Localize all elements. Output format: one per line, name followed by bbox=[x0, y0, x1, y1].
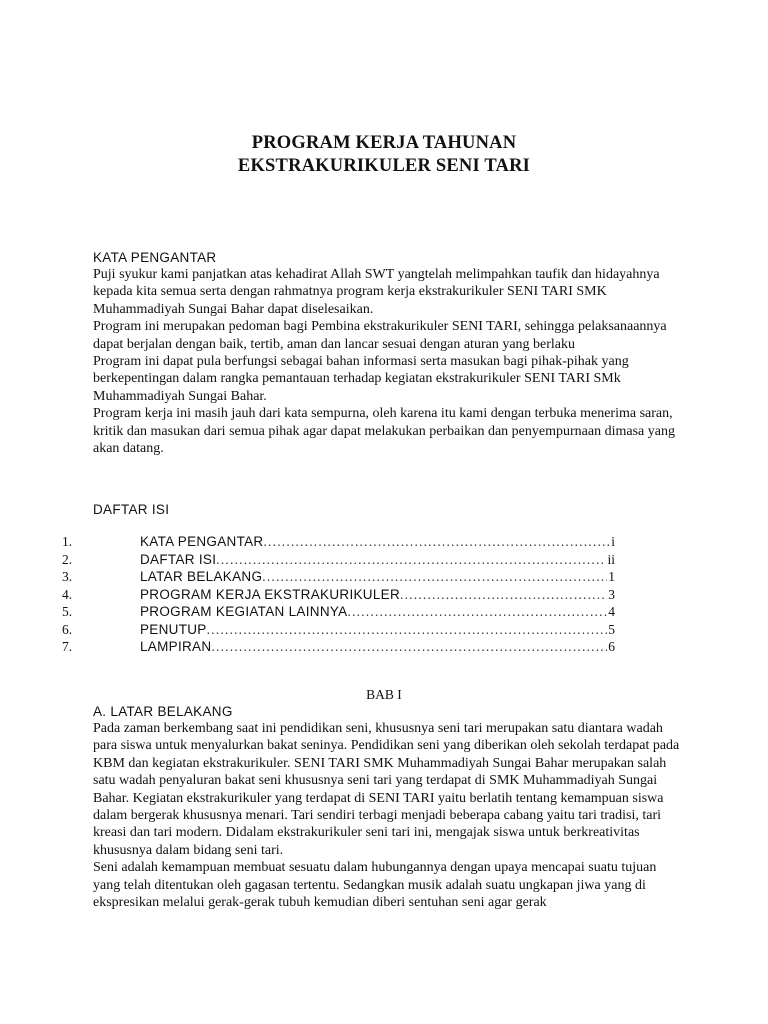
title-line-2: EKSTRAKURIKULER SENI TARI bbox=[237, 156, 531, 176]
toc-number: 1. bbox=[62, 534, 73, 549]
kata-pengantar-paragraph: Program ini dapat pula berfungsi sebagai bahan informasi serta masukan bagi pihak-pihak yang berkepentingan dalam rangka pemantauan terhadap kegiatan ekstrakurikuler SENI TARI SMk Muhammadiyah Sungai Bahar. bbox=[93, 354, 629, 404]
toc-leader bbox=[348, 603, 608, 621]
toc-label: KATA PENGANTAR bbox=[140, 534, 264, 549]
toc-entry bbox=[140, 586, 615, 604]
toc-number: 7. bbox=[62, 639, 73, 654]
kata-pengantar-heading: KATA PENGANTAR bbox=[93, 250, 217, 265]
toc-entry bbox=[140, 551, 615, 569]
toc-row bbox=[0, 638, 768, 656]
toc-leader bbox=[216, 551, 606, 569]
latar-belakang-heading: A. LATAR BELAKANG bbox=[93, 704, 233, 719]
toc-number: 4. bbox=[62, 586, 73, 602]
table-of-contents bbox=[0, 533, 768, 656]
toc-entry bbox=[140, 568, 615, 586]
latar-belakang-body bbox=[93, 720, 683, 911]
kata-pengantar-body bbox=[93, 266, 683, 457]
toc-label: PROGRAM KEGIATAN LAINNYA bbox=[140, 604, 348, 619]
toc-leader bbox=[262, 568, 607, 586]
toc-label: DAFTAR ISI bbox=[140, 551, 217, 567]
toc-page-number: 1 bbox=[608, 569, 615, 584]
toc-entry bbox=[140, 638, 615, 656]
toc-page-number: 3 bbox=[608, 586, 615, 602]
chapter-heading: BAB I bbox=[366, 687, 402, 702]
toc-label: LATAR BELAKANG bbox=[140, 569, 263, 584]
toc-page-number: 6 bbox=[608, 639, 615, 654]
toc-page-number: 5 bbox=[608, 621, 615, 637]
toc-leader bbox=[207, 621, 608, 639]
toc-number: 2. bbox=[62, 551, 73, 567]
toc-number: 5. bbox=[62, 604, 73, 619]
toc-leader bbox=[400, 586, 607, 604]
kata-pengantar-paragraph: Program kerja ini masih jauh dari kata sempurna, oleh karena itu kami dengan terbuka menerima saran, kritik dan masukan dari semua pihak agar dapat melakukan perbaikan dan penyempurnaan dimasa yang akan datang. bbox=[93, 406, 675, 457]
toc-page-number: ii bbox=[607, 551, 615, 567]
kata-pengantar-paragraph: Puji syukur kami panjatkan atas kehadirat Allah SWT yangtelah melimpahkan taufik dan hidayahnya kepada kita semua serta dengan rahmatnya program kerja ekstrakurikuler SENI TARI SMK Muhammadiyah Sungai Bahar dapat diselesaikan. bbox=[93, 267, 660, 317]
toc-page-number: 4 bbox=[608, 604, 615, 619]
title-line-1: PROGRAM KERJA TAHUNAN bbox=[251, 133, 517, 153]
toc-page-number: i bbox=[611, 534, 615, 549]
latar-belakang-paragraph: Pada zaman berkembang saat ini pendidikan seni, khususnya seni tari merupakan satu diantara wadah para siswa untuk menyalurkan bakat seninya. Pendidikan seni yang diberikan oleh sekolah terdapat pada KBM dan kegiatan ekstrakurikuler. SENI TARI SMK Muhammadiyah Sungai Bahar merupakan salah satu wadah penyaluran bakat seni khususnya seni tari yang terdapat di SMK Muhammadiyah Sungai Bahar. Kegiatan ekstrakurikuler yang terdapat di SENI TARI yaitu berlatih tentang kemampuan siswa dalam bergerak khususnya menari. Tari sendiri terbagi menjadi beberapa cabang yaitu tari tradisi, tari kreasi dan tari modern. Didalam ekstrakurikuler seni tari ini, mengajak siswa untuk berkreativitas khususnya dalam bidang seni tari. bbox=[93, 721, 680, 858]
toc-row bbox=[0, 621, 768, 639]
toc-number: 6. bbox=[62, 621, 73, 637]
daftar-isi-heading: DAFTAR ISI bbox=[93, 502, 170, 517]
toc-row bbox=[0, 586, 768, 604]
toc-label: PENUTUP bbox=[140, 621, 207, 637]
kata-pengantar-paragraph: Program ini merupakan pedoman bagi Pembina ekstrakurikuler SENI TARI, sehingga pelaksanaannya dapat berjalan dengan baik, tertib, aman dan lancar sesuai dengan aturan yang berlaku bbox=[93, 319, 667, 352]
toc-number: 3. bbox=[62, 569, 73, 584]
toc-entry bbox=[140, 621, 615, 639]
latar-belakang-paragraph: Seni adalah kemampuan membuat sesuatu dalam hubungannya dengan upaya mencapai suatu tujuan yang telah ditentukan oleh gagasan tertentu. Sedangkan musik adalah suatu ungkapan jiwa yang di ekspresikan melalui gerak-gerak tubuh kemudian diberi sentuhan seni agar gerak bbox=[93, 860, 657, 911]
toc-entry bbox=[140, 533, 615, 551]
toc-row bbox=[0, 603, 768, 621]
document-title bbox=[0, 132, 768, 178]
toc-entry bbox=[140, 603, 615, 621]
toc-row bbox=[0, 568, 768, 586]
toc-row bbox=[0, 551, 768, 569]
toc-leader bbox=[211, 638, 607, 656]
toc-label: LAMPIRAN bbox=[140, 639, 212, 654]
toc-leader bbox=[263, 533, 610, 551]
toc-label: PROGRAM KERJA EKSTRAKURIKULER bbox=[140, 586, 401, 602]
toc-row bbox=[0, 533, 768, 551]
